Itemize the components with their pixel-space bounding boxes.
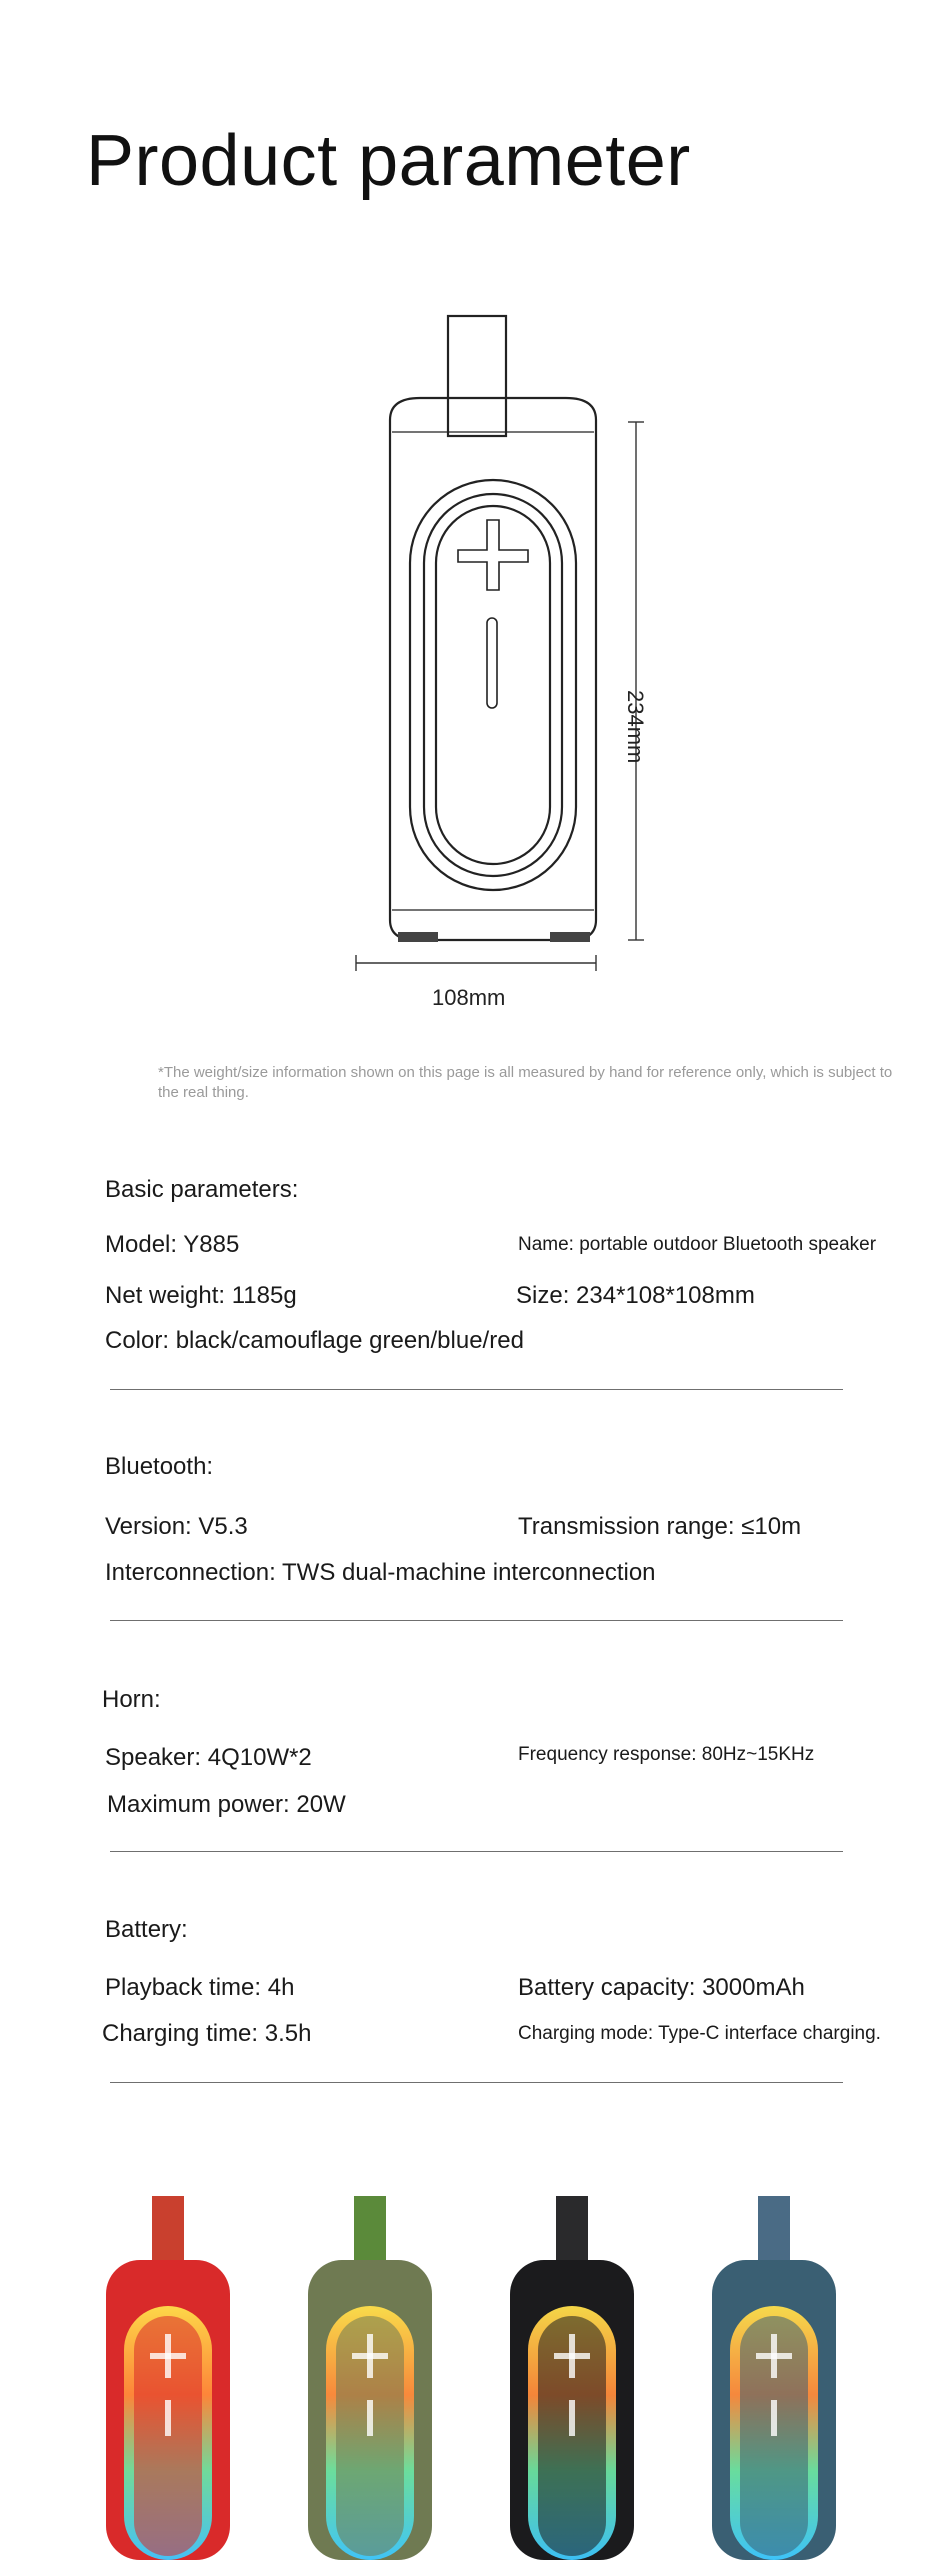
width-dimension: 108mm <box>432 985 506 1010</box>
speaker-variant-blue <box>712 2196 836 2560</box>
size-value: Size: 234*108*108mm <box>516 1282 755 1309</box>
measurement-note: *The weight/size information shown on this page is all measured by hand for reference only, which is subject to the real thing. <box>158 1064 893 1102</box>
capacity-value: Battery capacity: 3000mAh <box>518 1974 805 2001</box>
charging-mode-value: Charging mode: Type-C interface charging. <box>518 2023 881 2044</box>
speaker-variant-camouflage-green <box>308 2196 432 2560</box>
playback-value: Playback time: 4h <box>105 1974 295 2001</box>
version-value: Version: V5.3 <box>105 1513 248 1540</box>
speaker-dimension-drawing <box>340 300 680 1000</box>
basic-heading: Basic parameters: <box>105 1176 299 1203</box>
color-variants <box>0 2190 944 2560</box>
divider <box>110 2082 843 2083</box>
height-dimension: 234mm <box>623 690 648 764</box>
speaker-variant-black <box>510 2196 634 2560</box>
horn-heading: Horn: <box>102 1686 161 1713</box>
range-value: Transmission range: ≤10m <box>518 1513 802 1540</box>
name-value: Name: portable outdoor Bluetooth speaker <box>518 1234 877 1255</box>
frequency-value: Frequency response: 80Hz~15KHz <box>518 1744 815 1765</box>
page-title: Product parameter <box>86 121 691 201</box>
charging-time-value: Charging time: 3.5h <box>102 2020 312 2047</box>
battery-heading: Battery: <box>105 1916 188 1943</box>
divider <box>110 1851 843 1852</box>
color-value: Color: black/camouflage green/blue/red <box>105 1327 524 1354</box>
model-value: Model: Y885 <box>105 1231 240 1258</box>
interconnection-value: Interconnection: TWS dual-machine interconnection <box>105 1559 656 1586</box>
bluetooth-heading: Bluetooth: <box>105 1453 214 1480</box>
divider <box>110 1389 843 1390</box>
divider <box>110 1620 843 1621</box>
speaker-value: Speaker: 4Q10W*2 <box>105 1744 312 1771</box>
speaker-variant-red <box>106 2196 230 2560</box>
power-value: Maximum power: 20W <box>107 1791 346 1818</box>
weight-value: Net weight: 1185g <box>105 1282 297 1309</box>
